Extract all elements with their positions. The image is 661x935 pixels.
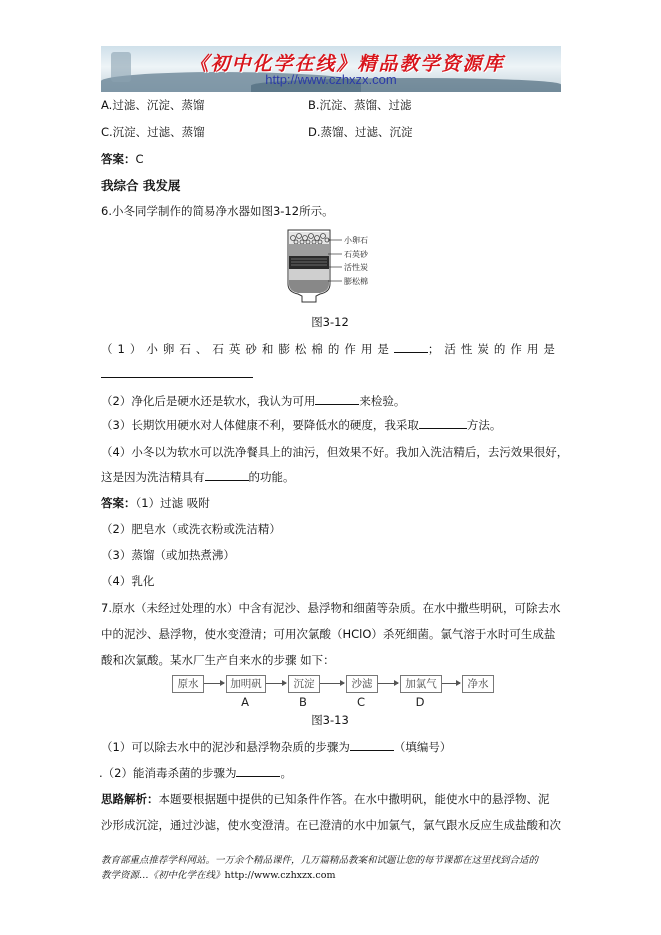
flow-step-chlorine: 加氯气 <box>400 675 442 693</box>
figure-3-12-caption: 图3-12 <box>311 315 349 329</box>
flow-step-sand-filter: 沙滤 <box>346 675 378 693</box>
q6-part3-left: （3）长期饮用硬水对人体健康不利，要降低水的硬度，我采取 <box>101 418 419 432</box>
blank-filter-function[interactable] <box>394 341 428 353</box>
q6-part2 <box>101 393 405 409</box>
flow-letter-c: C <box>356 695 366 709</box>
q6-part1 <box>101 341 560 357</box>
option-c: C.沉淀、过滤、蒸馏 <box>101 125 205 139</box>
answer-label: 答案： <box>101 152 136 166</box>
answer-label: 答案： <box>101 496 136 510</box>
q7-part1-right: （填编号） <box>393 740 452 754</box>
label-cotton: 膨松棉 <box>344 277 368 286</box>
footer-line1: 教育部重点推荐学科网站。一万余个精品课件，几万篇精品教案和试题让您的每节课都在这里找到合适的 <box>101 855 539 866</box>
flow-arrow <box>266 683 286 684</box>
flow-letter-a: A <box>241 695 249 709</box>
label-quartz-sand: 石英砂 <box>344 250 368 259</box>
q7-line1: 7.原水（未经过处理的水）中含有泥沙、悬浮物和细菌等杂质。在水中撒些明矾，可除去水 <box>101 601 561 615</box>
option-d: D.蒸馏、过滤、沉淀 <box>308 125 413 139</box>
flow-arrow <box>204 683 224 684</box>
section-title: 我综合 我发展 <box>101 178 181 193</box>
q7-part2 <box>99 765 292 781</box>
water-filter-figure <box>270 226 390 308</box>
q7-part1 <box>101 739 451 755</box>
q6-part2-right: 来检验。 <box>359 394 406 408</box>
blank-carbon-function[interactable] <box>101 366 253 378</box>
option-b: B.沉淀、蒸馏、过滤 <box>308 98 412 112</box>
blank-test-method[interactable] <box>315 393 359 405</box>
analysis-label: 思路解析： <box>101 792 159 806</box>
blank-detergent-function[interactable] <box>205 469 249 481</box>
q6-answer-line1 <box>101 495 210 511</box>
blank-disinfect-step[interactable] <box>236 765 280 777</box>
flow-step-raw-water: 原水 <box>172 675 204 693</box>
q6-part4-line2 <box>101 469 295 485</box>
q6-part1-line2 <box>101 366 253 382</box>
answer-5 <box>101 151 144 167</box>
flow-step-clean-water: 净水 <box>462 675 494 693</box>
analysis-line1 <box>101 791 550 807</box>
flow-step-alum: 加明矾 <box>226 675 266 693</box>
footer-url-link[interactable]: http://www.czhxzx.com <box>224 870 336 881</box>
flow-arrow <box>320 683 344 684</box>
flow-arrow <box>442 683 460 684</box>
analysis-line2: 沙形成沉淀，通过沙滤，使水变澄清。在已澄清的水中加氯气，氯气跟水反应生成盐酸和次 <box>101 818 561 832</box>
q7-part2-left: .（2）能消毒杀菌的步骤为 <box>99 766 237 780</box>
q7-line3: 酸和次氯酸。某水厂生产自来水的步骤 如下： <box>101 653 335 667</box>
label-activated-carbon: 活性炭 <box>344 263 368 272</box>
answer-value: C <box>135 152 144 166</box>
q6-stem: 6.小冬同学制作的简易净水器如图3-12所示。 <box>101 204 334 218</box>
q6-answer-1: （1）过滤 吸附 <box>135 496 210 510</box>
header-banner <box>101 46 561 92</box>
label-pebbles: 小卵石 <box>344 236 368 245</box>
q6-part1-mid: ；活性炭的作用是 <box>427 342 560 356</box>
filter-bottle <box>288 230 330 302</box>
blank-softening-method[interactable] <box>419 417 467 429</box>
q7-part1-left: （1）可以除去水中的泥沙和悬浮物杂质的步骤为 <box>101 740 350 754</box>
blank-sediment-step[interactable] <box>350 739 394 751</box>
flow-letter-d: D <box>415 695 425 709</box>
flow-arrow <box>378 683 398 684</box>
q6-part2-left: （2）净化后是硬水还是软水，我认为可用 <box>101 394 316 408</box>
flow-letter-b: B <box>299 695 307 709</box>
flow-step-settle: 沉淀 <box>288 675 320 693</box>
footer-line2 <box>101 869 335 882</box>
option-a: A.过滤、沉淀、蒸馏 <box>101 98 205 112</box>
q6-answer-3: （3）蒸馏（或加热煮沸） <box>101 548 235 562</box>
q6-answer-2: （2）肥皂水（或洗衣粉或洗洁精） <box>101 522 281 536</box>
q6-part1-left: （1）小卵石、石英砂和膨松棉的作用是 <box>101 342 394 356</box>
banner-url-link[interactable]: http://www.czhxzx.com <box>265 72 397 87</box>
footer-prefix: 教学资源…《初中化学在线》 <box>101 870 225 881</box>
q6-answer-4: （4）乳化 <box>101 574 155 588</box>
figure-3-13-caption: 图3-13 <box>311 713 349 727</box>
banner-title: 《初中化学在线》精品教学资源库 <box>189 53 505 75</box>
q6-part3-right: 方法。 <box>466 418 502 432</box>
q6-part4-line1: （4）小冬以为软水可以洗净餐具上的油污，但效果不好。我加入洗洁精后，去污效果很好， <box>101 445 569 459</box>
q7-line2: 中的泥沙、悬浮物，使水变澄清；可用次氯酸（HClO）杀死细菌。氯气溶于水时可生成盐 <box>101 627 556 641</box>
q7-part2-right: 。 <box>280 766 292 780</box>
q6-part4-left: 这是因为洗洁精具有 <box>101 470 205 484</box>
q6-part3 <box>101 417 501 433</box>
q6-part4-right: 的功能。 <box>248 470 295 484</box>
analysis-text-1: 本题要根据题中提供的已知条件作答。在水中撒明矾，能使水中的悬浮物、泥 <box>158 792 550 806</box>
